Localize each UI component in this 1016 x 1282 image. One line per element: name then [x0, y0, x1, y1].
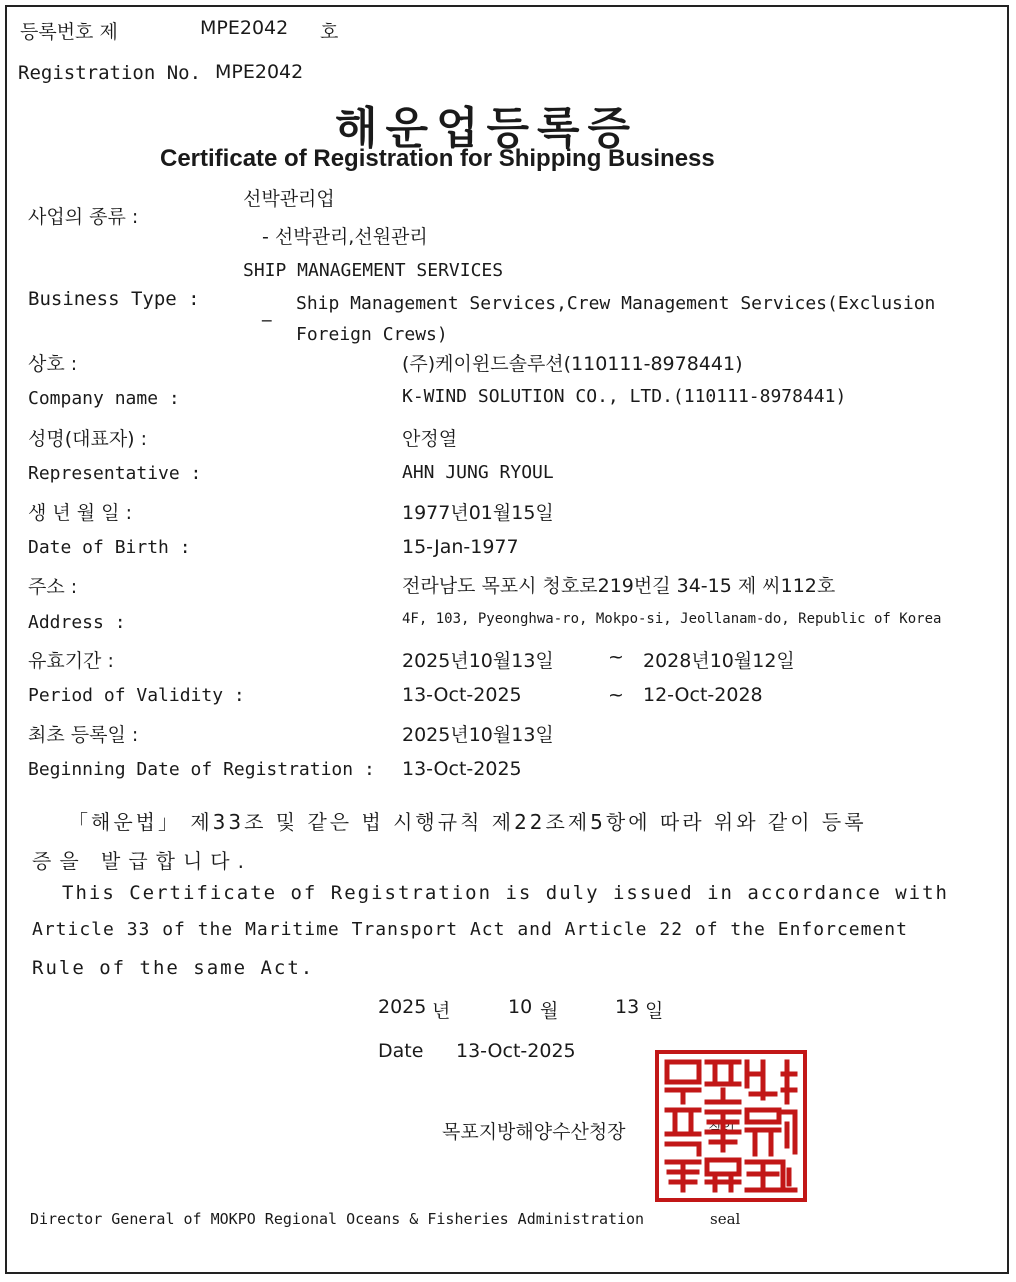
first-registration-label-ko: 최초 등록일 : [28, 724, 139, 746]
business-type-value-en: SHIP MANAGEMENT SERVICES [243, 260, 504, 281]
company-name-label-ko: 상호 : [28, 353, 78, 375]
statement-ko-line2: 증을 발급합니다. [32, 849, 252, 873]
company-name-value-ko: (주)케이윈드솔루션(110111-8978441) [402, 353, 743, 375]
certificate-border [5, 5, 1009, 1274]
validity-label-ko: 유효기간 : [28, 650, 114, 672]
address-label-en: Address : [28, 612, 126, 633]
first-registration-value-ko: 2025년10월13일 [402, 724, 554, 746]
registration-number-ko-value: MPE2042 [200, 17, 289, 39]
address-value-ko: 전라남도 목포시 청호로219번길 34-15 제 씨112호 [402, 575, 836, 597]
validity-tilde-ko: ~ [608, 646, 624, 668]
business-type-detail-en-line1: Ship Management Services,Crew Management Services(Exclusion [296, 293, 936, 314]
statement-ko-line1: 「해운법」 제33조 및 같은 법 시행규칙 제22조제5항에 따라 위와 같이 등록 [68, 810, 867, 834]
business-type-label-ko: 사업의 종류 : [28, 206, 139, 228]
seal-glyphs [659, 1054, 803, 1198]
certificate-title-korean: 해운업등록증 [335, 103, 639, 154]
issue-date-value-en: 13-Oct-2025 [456, 1040, 576, 1062]
validity-from-ko: 2025년10월13일 [402, 650, 554, 672]
issuer-name-en: Director General of MOKPO Regional Oceans & Fisheries Administration [30, 1210, 645, 1228]
address-label-ko: 주소 : [28, 576, 78, 598]
registration-number-ko-prefix: 등록번호 제 [20, 21, 118, 43]
issue-year-unit: 년 [432, 1000, 451, 1022]
issuer-seal-en: seal [710, 1210, 741, 1228]
issue-date-label-en: Date [378, 1040, 424, 1062]
registration-number-ko-suffix: 호 [320, 21, 339, 43]
company-name-label-en: Company name : [28, 388, 180, 409]
issue-month: 10 [508, 996, 533, 1018]
validity-tilde-en: ~ [608, 684, 624, 706]
registration-number-en-value: MPE2042 [215, 61, 304, 83]
issuer-name-ko: 목포지방해양수산청장 [442, 1121, 626, 1143]
validity-to-en: 12-Oct-2028 [643, 684, 763, 706]
first-registration-value-en: 13-Oct-2025 [402, 758, 522, 780]
issuer-seal-ko: 직인 [708, 1120, 736, 1136]
registration-number-en-label: Registration No. [18, 62, 202, 84]
representative-label-ko: 성명(대표자) : [28, 428, 148, 450]
validity-from-en: 13-Oct-2025 [402, 684, 522, 706]
birth-date-value-en: 15-Jan-1977 [402, 536, 519, 558]
birth-date-value-ko: 1977년01월15일 [402, 502, 554, 524]
birth-date-label-en: Date of Birth : [28, 537, 191, 558]
statement-en-line1: This Certificate of Registration is duly issued in accordance with [62, 882, 949, 904]
first-registration-label-en: Beginning Date of Registration : [28, 759, 375, 780]
address-value-en: 4F, 103, Pyeonghwa-ro, Mokpo-si, Jeollanam-do, Republic of Korea [402, 611, 942, 627]
business-type-detail-en-dash: _ [262, 300, 272, 322]
birth-date-label-ko: 생 년 월 일 : [28, 502, 132, 524]
official-seal-stamp [655, 1050, 807, 1202]
validity-to-ko: 2028년10월12일 [643, 650, 795, 672]
statement-en-line3: Rule of the same Act. [32, 957, 315, 979]
issue-day-unit: 일 [645, 1000, 664, 1022]
statement-en-line2: Article 33 of the Maritime Transport Act and Article 22 of the Enforcement [32, 919, 908, 940]
business-type-detail-ko: - 선박관리,선원관리 [262, 226, 428, 248]
issue-day: 13 [615, 996, 640, 1018]
company-name-value-en: K-WIND SOLUTION CO., LTD.(110111-8978441) [402, 386, 847, 407]
representative-label-en: Representative : [28, 463, 202, 484]
issue-month-unit: 월 [540, 1000, 559, 1022]
business-type-value-ko: 선박관리업 [243, 188, 335, 210]
representative-value-ko: 안정열 [402, 428, 458, 450]
representative-value-en: AHN JUNG RYOUL [402, 462, 554, 483]
business-type-detail-en-line2: Foreign Crews) [296, 324, 448, 345]
business-type-label-en: Business Type : [28, 288, 200, 310]
issue-year: 2025 [378, 996, 427, 1018]
certificate-title-english: Certificate of Registration for Shipping Business [160, 145, 715, 172]
validity-label-en: Period of Validity : [28, 685, 245, 706]
